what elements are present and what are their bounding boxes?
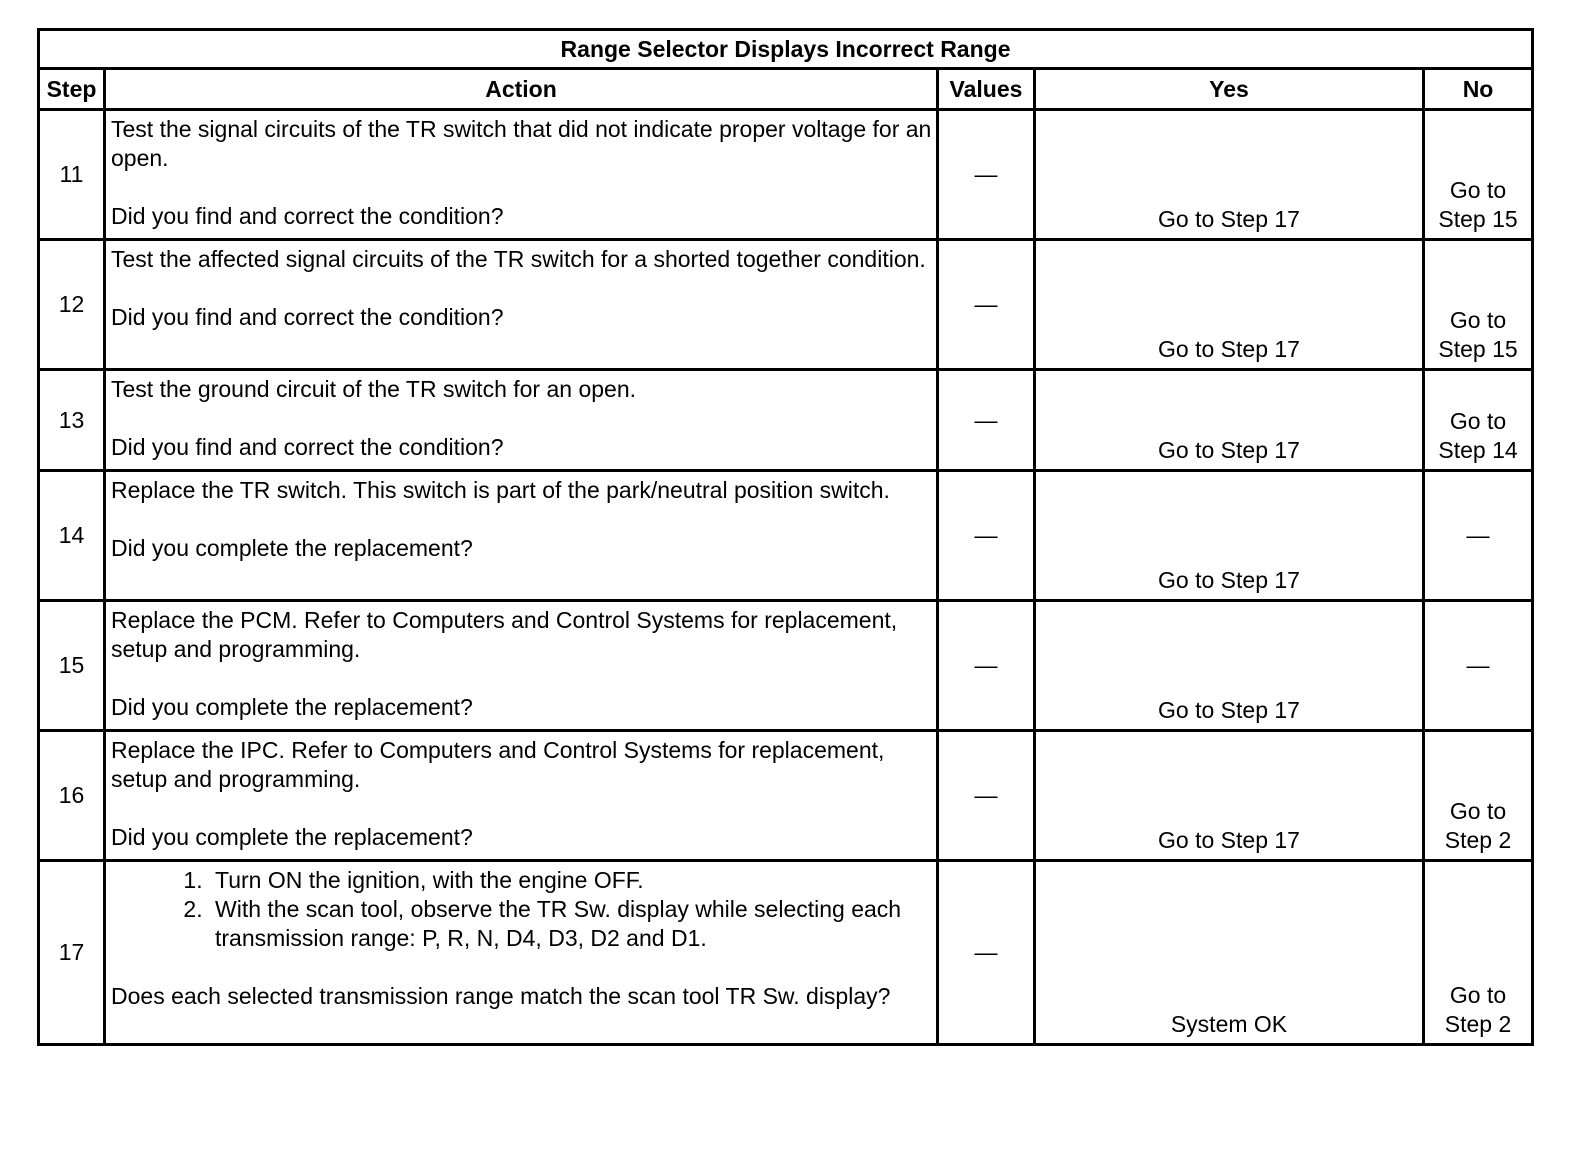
- no-line-2: Step 14: [1438, 437, 1518, 463]
- action-question: Did you complete the replacement?: [111, 824, 473, 850]
- no-cell: [1424, 240, 1533, 370]
- action-cell: [105, 861, 938, 1045]
- values-cell: —: [938, 861, 1035, 1045]
- table-header-row: [39, 69, 1533, 110]
- action-question: Did you find and correct the condition?: [111, 304, 504, 330]
- yes-cell: Go to Step 17: [1035, 471, 1424, 601]
- no-line-1: Go to: [1449, 408, 1507, 434]
- no-line-1: Go to: [1449, 982, 1507, 1008]
- action-cell: [105, 240, 938, 370]
- table-row: [39, 471, 1533, 601]
- header-action: Action: [105, 69, 938, 110]
- no-line-2: Step 15: [1438, 206, 1518, 232]
- no-cell: [1424, 110, 1533, 240]
- step-number: 15: [39, 601, 105, 731]
- yes-cell: Go to Step 17: [1035, 110, 1424, 240]
- table-row: [39, 601, 1533, 731]
- table-row: [39, 370, 1533, 471]
- values-cell: —: [938, 110, 1035, 240]
- no-cell: [1424, 731, 1533, 861]
- procedure-item: 1. Turn ON the ignition, with the engine OFF.: [209, 866, 932, 895]
- values-cell: —: [938, 471, 1035, 601]
- values-cell: —: [938, 370, 1035, 471]
- action-text: Replace the PCM. Refer to Computers and Control Systems for replacement, setup and programming.: [111, 607, 898, 662]
- action-cell: [105, 110, 938, 240]
- action-text: Test the affected signal circuits of the TR switch for a shorted together condition.: [111, 246, 926, 272]
- action-question: Did you find and correct the condition?: [111, 203, 504, 229]
- action-text: Test the signal circuits of the TR switch that did not indicate proper voltage for an open.: [111, 116, 932, 171]
- yes-cell: Go to Step 17: [1035, 731, 1424, 861]
- yes-cell: Go to Step 17: [1035, 370, 1424, 471]
- action-cell: [105, 731, 938, 861]
- table-row: [39, 240, 1533, 370]
- header-yes: Yes: [1035, 69, 1424, 110]
- action-text: Test the ground circuit of the TR switch for an open.: [111, 376, 637, 402]
- header-no: No: [1424, 69, 1533, 110]
- action-question: Did you find and correct the condition?: [111, 434, 504, 460]
- no-cell: —: [1424, 601, 1533, 731]
- action-text: Replace the TR switch. This switch is part of the park/neutral position switch.: [111, 477, 890, 503]
- procedure-list: [111, 866, 932, 953]
- step-number: 14: [39, 471, 105, 601]
- step-number: 11: [39, 110, 105, 240]
- header-values: Values: [938, 69, 1035, 110]
- table-row: [39, 861, 1533, 1045]
- action-question: Does each selected transmission range match the scan tool TR Sw. display?: [111, 983, 891, 1009]
- no-line-1: Go to: [1449, 177, 1507, 203]
- step-number: 16: [39, 731, 105, 861]
- action-cell: [105, 601, 938, 731]
- no-line-1: Go to: [1449, 307, 1507, 333]
- table-row: [39, 731, 1533, 861]
- yes-cell: System OK: [1035, 861, 1424, 1045]
- no-cell: [1424, 370, 1533, 471]
- table-title: Range Selector Displays Incorrect Range: [39, 30, 1533, 69]
- table-row: [39, 110, 1533, 240]
- action-question: Did you complete the replacement?: [111, 694, 473, 720]
- no-line-2: Step 2: [1444, 827, 1512, 853]
- table-title-row: [39, 30, 1533, 69]
- step-number: 13: [39, 370, 105, 471]
- action-cell: [105, 370, 938, 471]
- action-text: Replace the IPC. Refer to Computers and Control Systems for replacement, setup and programming.: [111, 737, 885, 792]
- action-cell: [105, 471, 938, 601]
- yes-cell: Go to Step 17: [1035, 601, 1424, 731]
- values-cell: —: [938, 601, 1035, 731]
- procedure-item: 2. With the scan tool, observe the TR Sw. display while selecting each transmission range: P, R, N, D4, D3, D2 and D1.: [209, 895, 932, 953]
- no-cell: [1424, 861, 1533, 1045]
- no-line-1: Go to: [1449, 798, 1507, 824]
- values-cell: —: [938, 731, 1035, 861]
- step-number: 12: [39, 240, 105, 370]
- yes-cell: Go to Step 17: [1035, 240, 1424, 370]
- diagnostic-table: [37, 28, 1534, 1046]
- header-step: Step: [39, 69, 105, 110]
- no-line-2: Step 15: [1438, 336, 1518, 362]
- values-cell: —: [938, 240, 1035, 370]
- no-line-2: Step 2: [1444, 1011, 1512, 1037]
- no-cell: —: [1424, 471, 1533, 601]
- action-question: Did you complete the replacement?: [111, 535, 473, 561]
- step-number: 17: [39, 861, 105, 1045]
